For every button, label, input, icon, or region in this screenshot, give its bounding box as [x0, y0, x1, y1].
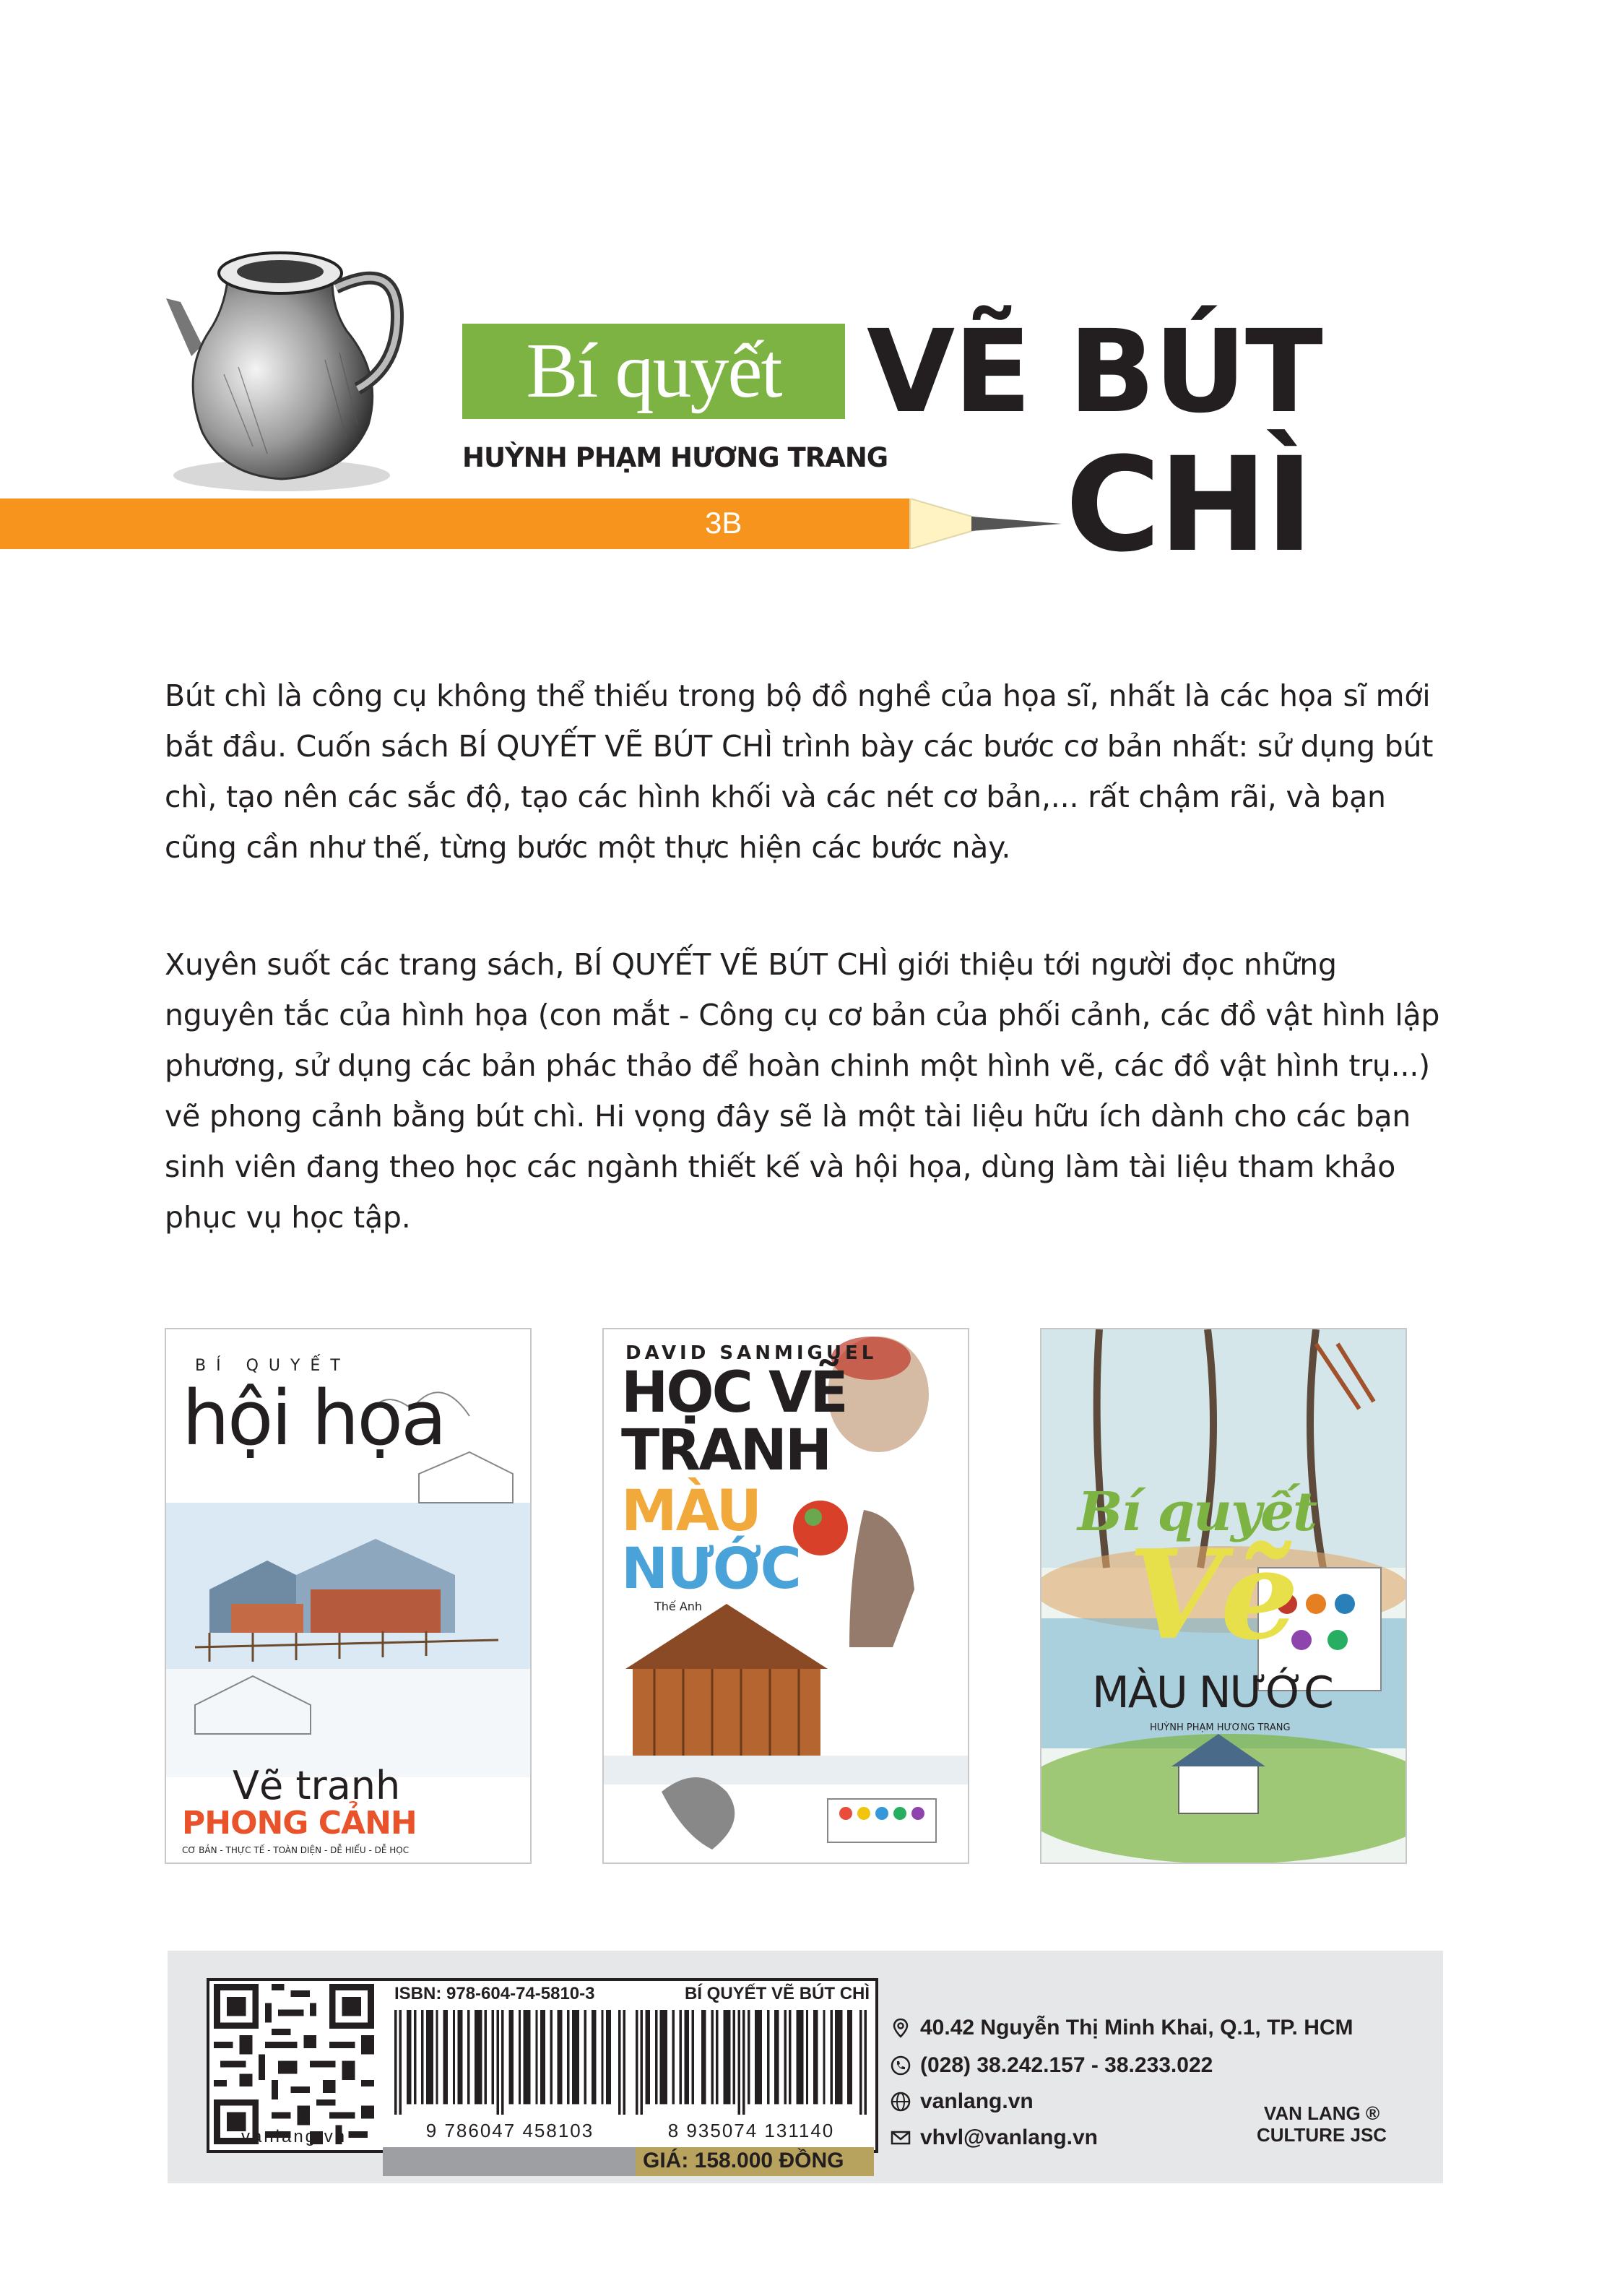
book-3-title-1: Vẽ — [1128, 1523, 1296, 1667]
book-1-subtitle-2: PHONG CẢNH — [182, 1805, 417, 1842]
book-1-series: BÍ QUYẾT — [195, 1357, 350, 1375]
contact-phone — [890, 2053, 1213, 2078]
book-1-title: hội họa — [182, 1374, 445, 1462]
book-2-title-2: TRANH — [621, 1418, 831, 1483]
book-1-footer: CƠ BẢN - THỰC TẾ - TOÀN DIỆN - DỄ HIỂU - DỄ HỌC — [182, 1845, 410, 1855]
publisher-line-2: CULTURE JSC — [1257, 2124, 1387, 2146]
globe-icon — [890, 2091, 911, 2112]
contact-address — [890, 2016, 1353, 2040]
product-barcode — [636, 2010, 867, 2115]
book-1-subtitle-1: Vẽ tranh — [233, 1763, 401, 1808]
pencil-sketch-jug-illustration — [159, 230, 433, 497]
book-2-translator: Thế Anh — [654, 1600, 703, 1613]
book-3-author: HUỲNH PHẠM HƯƠNG TRANG — [1150, 1722, 1291, 1733]
contact-email[interactable] — [890, 2125, 1098, 2150]
isbn-label: ISBN: 978-604-74-5810-3 — [394, 1984, 595, 2003]
book-2-title-1: HỌC VẼ — [621, 1360, 846, 1425]
isbn-barcode-number: 9 786047 458103 — [425, 2120, 594, 2141]
publisher-line-1: VAN LANG ® — [1263, 2102, 1380, 2124]
publisher-logo-text — [1257, 2102, 1387, 2146]
related-book-cover-1[interactable] — [165, 1328, 532, 1864]
related-book-cover-2[interactable] — [602, 1328, 969, 1864]
location-pin-icon — [890, 2017, 911, 2039]
website-text[interactable]: vanlang.vn — [920, 2089, 1034, 2113]
gray-strip — [383, 2147, 636, 2176]
book-title-line-1: VẼ BÚT — [867, 306, 1322, 439]
related-book-cover-3[interactable] — [1040, 1328, 1407, 1864]
phone-icon — [890, 2055, 911, 2076]
book-title-line-2: CHÌ — [1065, 430, 1312, 581]
description-paragraph-2: Xuyên suốt các trang sách, BÍ QUYẾT VẼ BÚT CHÌ giới thiệu tới người đọc những nguyên tắc của hình họa (con mắt - Công cụ cơ bản của phối cảnh, các đồ vật hình lập phương, sử dụng các bản phác thảo để hoàn chinh một hình vẽ, các đồ vật hình trụ...) vẽ phong cảnh bằng bút chì. Hi vọng đây sẽ là một tài liệu hữu ích dành cho các bạn sinh viên đang theo học các ngành thiết kế và hội họa, dùng làm tài liệu tham khảo phục vụ học tập. — [165, 947, 1440, 1235]
book-2-title-3: MÀU — [621, 1479, 761, 1544]
book-3-series: Bí quyết — [1078, 1481, 1317, 1543]
book-2-title-4: NƯỚC — [621, 1537, 800, 1602]
description-paragraph-1: Bút chì là công cụ không thể thiếu trong bộ đồ nghề của họa sĩ, nhất là các họa sĩ mới bắt đầu. Cuốn sách BÍ QUYẾT VẼ BÚT CHÌ trình bày các bước cơ bản nhất: sử dụng bút chì, tạo nên các sắc độ, tạo các hình khối và các nét cơ bản,... rất chậm rãi, và bạn cũng cần như thế, từng bước một thực hiện các bước này. — [165, 678, 1434, 865]
pencil-bar-graphic — [0, 499, 1069, 549]
contact-website[interactable] — [890, 2089, 1034, 2114]
price-label: GIÁ: 158.000 ĐỒNG — [643, 2149, 844, 2172]
isbn-barcode — [394, 2010, 625, 2115]
barcode-book-name: BÍ QUYẾT VẼ BÚT CHÌ — [685, 1984, 870, 2003]
email-text[interactable]: vhvl@vanlang.vn — [920, 2125, 1098, 2149]
book-2-author: DAVID SANMIGUEL — [625, 1342, 878, 1364]
product-barcode-number: 8 935074 131140 — [667, 2120, 835, 2141]
book-3-title-2: MÀU NƯỚC — [1092, 1667, 1333, 1718]
qr-code-label: vanlang.vn — [241, 2127, 347, 2146]
mail-icon — [890, 2127, 911, 2149]
edition-label: 3B — [705, 506, 742, 540]
author-name: HUỲNH PHẠM HƯƠNG TRANG — [462, 442, 888, 473]
series-title: Bí quyết — [462, 324, 845, 419]
address-text: 40.42 Nguyễn Thị Minh Khai, Q.1, TP. HCM — [920, 2016, 1353, 2040]
phone-text: (028) 38.242.157 - 38.233.022 — [920, 2053, 1213, 2077]
qr-code-icon — [214, 1984, 374, 2144]
